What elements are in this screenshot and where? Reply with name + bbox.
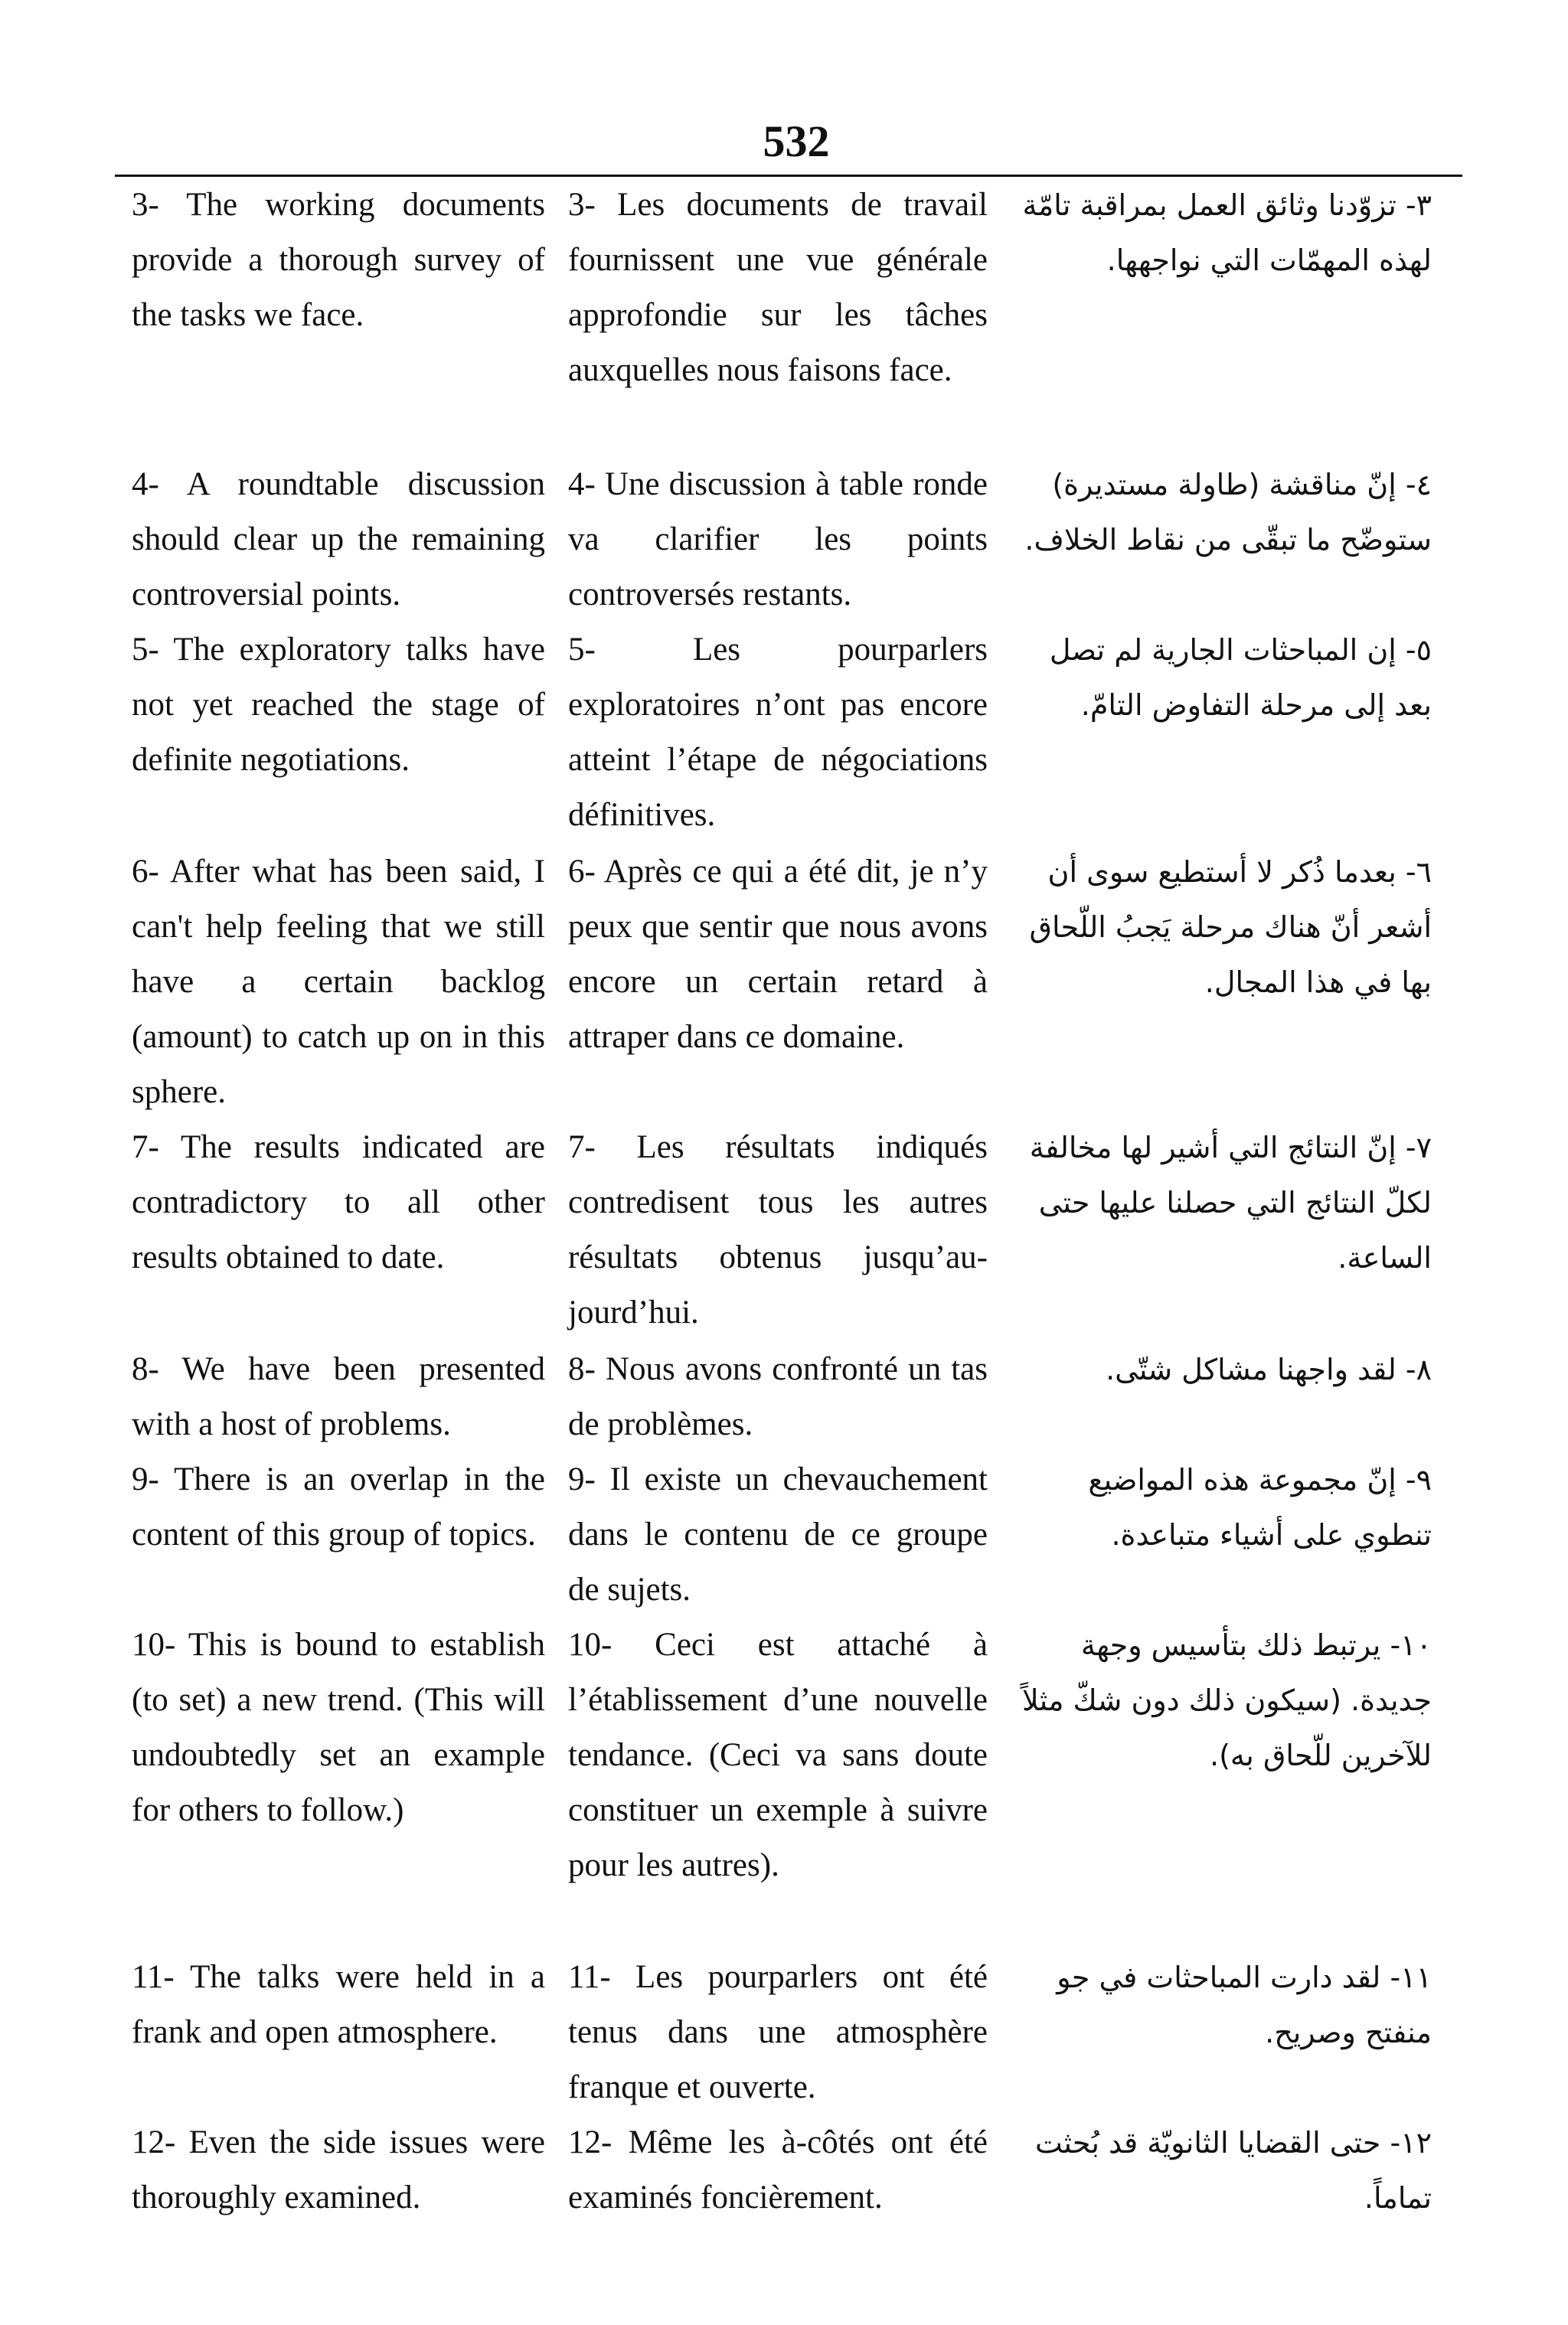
entry-10-english: 10- This is bound to establish (to set) a new trend. (This will undoubtedly set an example for others to follow.): [132, 1627, 545, 1828]
entry-5-english: 5- The exploratory talks have not yet reached the stage of definite negotiations.: [132, 632, 545, 778]
entry-12-arabic: ١٢- حتى القضايا الثانويّة قد بُحثت تماماً.: [1035, 2126, 1432, 2215]
entry-12-english: 12- Even the side issues were thoroughly examined.: [132, 2124, 545, 2216]
entry-12-french: 12- Même les à-côtés ont été examinés foncièrement.: [568, 2124, 988, 2216]
entry-8-arabic: ٨- لقد واجهنا مشاكل شتّى.: [1106, 1353, 1432, 1386]
entry-10-french: 10- Ceci est attaché à l’établissement d’une nouvelle tendance. (Ceci va sans doute constituer un exemple à suivre pour les autres).: [568, 1627, 988, 1883]
entry-11-english: 11- The talks were held in a frank and open atmosphere.: [132, 1959, 545, 2050]
entry-8-english: 8- We have been presented with a host of problems.: [132, 1351, 545, 1442]
entry-10-arabic: ١٠- يرتبط ذلك بتأسيس وجهة جديدة. (سيكون ذلك دون شكّ مثلاً للآخرين للّحاق به).: [1021, 1628, 1432, 1772]
entry-4-english: 4- A roundtable discussion should clear up the remaining controversial points.: [132, 466, 545, 612]
entry-6-english: 6- After what has been said, I can't help feeling that we still have a certain backlog (amount) to catch up on in this sphere.: [132, 854, 545, 1110]
page-number: 532: [763, 116, 830, 166]
entry-3-arabic: ٣- تزوّدنا وثائق العمل بمراقبة تامّة لهذه المهمّات التي نواجهها.: [1022, 188, 1432, 277]
entry-5-french: 5- Les pourparlers exploratoires n’ont pas encore atteint l’étape de négociations définitives.: [568, 632, 988, 833]
entry-11-arabic: ١١- لقد دارت المباحثات في جو منفتح وصريح.: [1057, 1961, 1432, 2049]
entry-6-french: 6- Après ce qui a été dit, je n’y peux que sentir que nous avons encore un certain retard à attraper dans ce domaine.: [568, 854, 988, 1055]
entry-4-french: 4- Une discussion à table ronde va clarifier les points controversés restants.: [568, 466, 988, 612]
entry-7-english: 7- The results indicated are contradictory to all other results obtained to date.: [132, 1129, 545, 1275]
header-rule: [115, 175, 1462, 177]
entry-7-french: 7- Les résultats indiqués contredisent tous les autres résultats obtenus jusqu’au-jourd’hui.: [568, 1129, 988, 1331]
entry-3-english: 3- The working documents provide a thorough survey of the tasks we face.: [132, 187, 545, 333]
entry-4-arabic: ٤- إنّ مناقشة (طاولة مستديرة) ستوضّح ما تبقّى من نقاط الخلاف.: [1024, 468, 1432, 557]
entry-3-french: 3- Les documents de travail fournissent une vue générale approfondie sur les tâches auxquelles nous faisons face.: [568, 187, 988, 388]
entry-11-french: 11- Les pourparlers ont été tenus dans une atmosphère franque et ouverte.: [568, 1959, 988, 2105]
entry-6-arabic: ٦- بعدما ذُكر لا أستطيع سوى أن أشعر أنّ هناك مرحلة يَجبُ اللّحاق بها في هذا المجال.: [1029, 855, 1432, 999]
entry-5-arabic: ٥- إن المباحثات الجارية لم تصل بعد إلى مرحلة التفاوض التامّ.: [1049, 633, 1432, 722]
entry-9-arabic: ٩- إنّ مجموعة هذه المواضيع تنطوي على أشياء متباعدة.: [1088, 1463, 1432, 1552]
entry-7-arabic: ٧- إنّ النتائج التي أشير لها مخالفة لكلّ النتائج التي حصلنا عليها حتى الساعة.: [1029, 1131, 1432, 1275]
entry-9-english: 9- There is an overlap in the content of this group of topics.: [132, 1461, 545, 1553]
entry-9-french: 9- Il existe un chevauchement dans le contenu de ce groupe de sujets.: [568, 1461, 988, 1608]
entry-8-french: 8- Nous avons confronté un tas de problèmes.: [568, 1351, 988, 1442]
